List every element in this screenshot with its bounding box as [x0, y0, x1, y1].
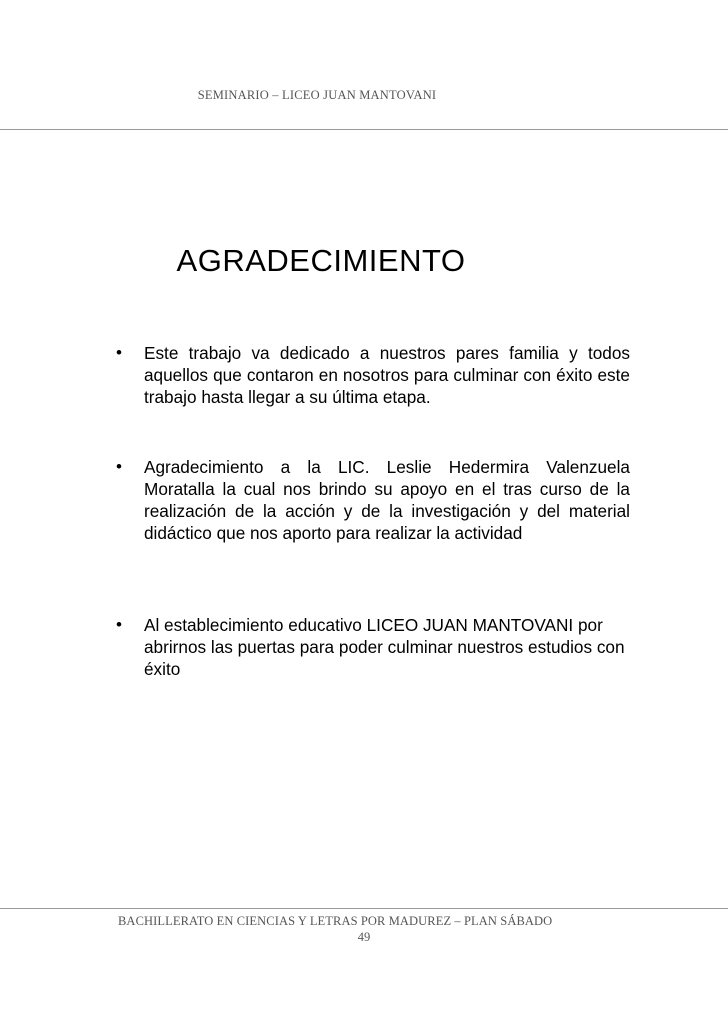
list-item	[116, 456, 630, 544]
list-item	[116, 614, 636, 680]
list-item	[116, 342, 630, 408]
page-footer: BACHILLERATO EN CIENCIAS Y LETRAS POR MADUREZ – PLAN SÁBADO	[118, 914, 553, 928]
header-divider	[0, 129, 728, 130]
page-title: AGRADECIMIENTO	[176, 243, 466, 278]
bullet-icon: •	[116, 343, 122, 362]
list-item-text: Al establecimiento educativo LICEO JUAN MANTOVANI por abrirnos las puertas para poder culminar nuestros estudios con éxito	[144, 615, 625, 679]
bullet-icon: •	[116, 457, 122, 476]
list-item-text: Este trabajo va dedicado a nuestros pares familia y todos aquellos que contaron en nosotros para culminar con éxito este trabajo hasta llegar a su última etapa.	[144, 343, 630, 407]
footer-divider	[0, 908, 728, 909]
bullet-icon: •	[116, 615, 122, 634]
page-header: SEMINARIO – LICEO JUAN MANTOVANI	[197, 88, 437, 102]
list-item-text: Agradecimiento a la LIC. Leslie Hedermira Valenzuela Moratalla la cual nos brindo su apoyo en el tras curso de la realización de la acción y de la investigación y del material didáctico que nos aporto para realizar la actividad	[144, 457, 630, 543]
page-number: 49	[357, 930, 371, 944]
